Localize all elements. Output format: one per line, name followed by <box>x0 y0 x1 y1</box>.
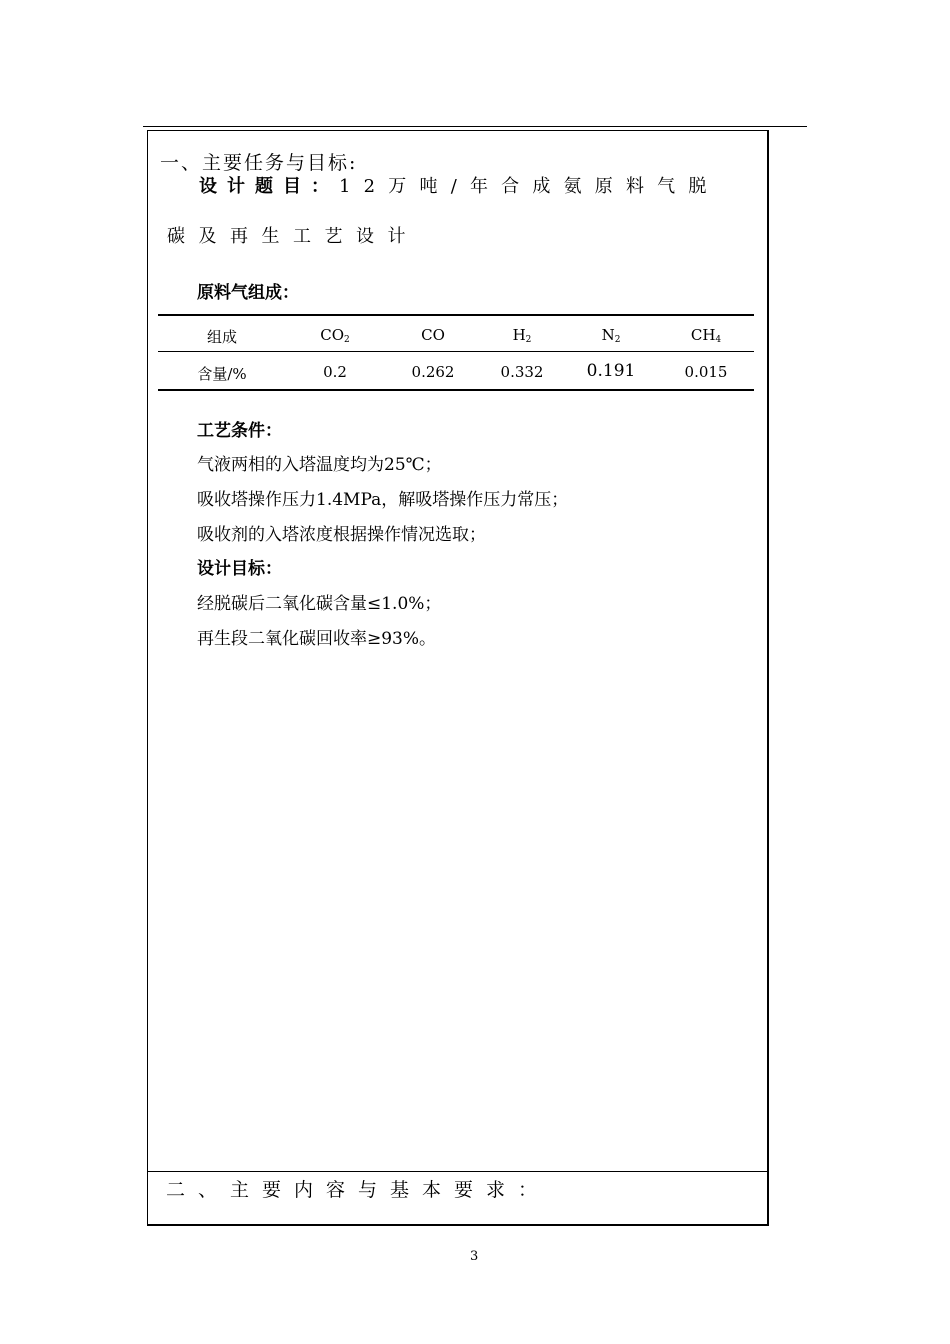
value-co: 0.262 <box>411 363 455 381</box>
col-sub: 4 <box>715 335 722 345</box>
table-bottom-rule <box>158 389 754 391</box>
design-topic-value-line2: 碳及再生工艺设计 <box>167 226 419 247</box>
column-header-co2 <box>320 326 350 345</box>
column-header-co <box>421 326 445 345</box>
design-topic-label: 设计题目： <box>199 176 339 197</box>
header-rule <box>143 126 807 127</box>
condition-line: 吸收剂的入塔浓度根据操作情况选取； <box>197 525 486 545</box>
table-top-rule <box>158 314 754 316</box>
column-header-h2 <box>513 326 532 345</box>
section-divider <box>147 1171 768 1172</box>
col-base: CO <box>421 326 445 344</box>
col-sub: 2 <box>525 335 532 345</box>
col-sub: 2 <box>344 335 350 345</box>
target-line: 再生段二氧化碳回收率≥93%。 <box>197 629 437 649</box>
design-topic-value-line1: 12万吨/年合成氨原料气脱 <box>339 176 720 197</box>
col-base: CH <box>690 326 716 344</box>
col-base: N <box>601 326 615 344</box>
col-base: CO <box>320 326 345 344</box>
table-header-rule <box>158 351 754 352</box>
process-conditions-heading: 工艺条件： <box>197 421 282 441</box>
design-topic <box>199 172 720 198</box>
condition-line: 吸收塔操作压力1.4MPa，解吸塔操作压力常压； <box>197 490 569 510</box>
section2-heading: 二、主要内容与基本要求： <box>166 1179 551 1201</box>
target-line: 经脱碳后二氧化碳含量≤1.0%； <box>197 594 442 614</box>
table-header-label: 组成 <box>206 328 238 346</box>
col-sub: 2 <box>614 335 621 345</box>
feed-gas-heading: 原料气组成： <box>197 283 299 303</box>
design-targets-heading: 设计目标： <box>197 559 282 579</box>
value-ch4: 0.015 <box>684 363 728 381</box>
col-base: H <box>512 326 526 344</box>
value-n2: 0.191 <box>586 361 636 381</box>
page-number: 3 <box>470 1249 479 1264</box>
table-row-label: 含量/% <box>197 365 247 383</box>
condition-line: 气液两相的入塔温度均为25℃； <box>197 455 442 475</box>
column-header-ch4 <box>691 326 721 345</box>
value-h2: 0.332 <box>500 363 544 381</box>
column-header-n2 <box>602 326 621 345</box>
section1-heading: 一、主要任务与目标: <box>160 152 358 174</box>
value-co2: 0.2 <box>323 363 347 381</box>
